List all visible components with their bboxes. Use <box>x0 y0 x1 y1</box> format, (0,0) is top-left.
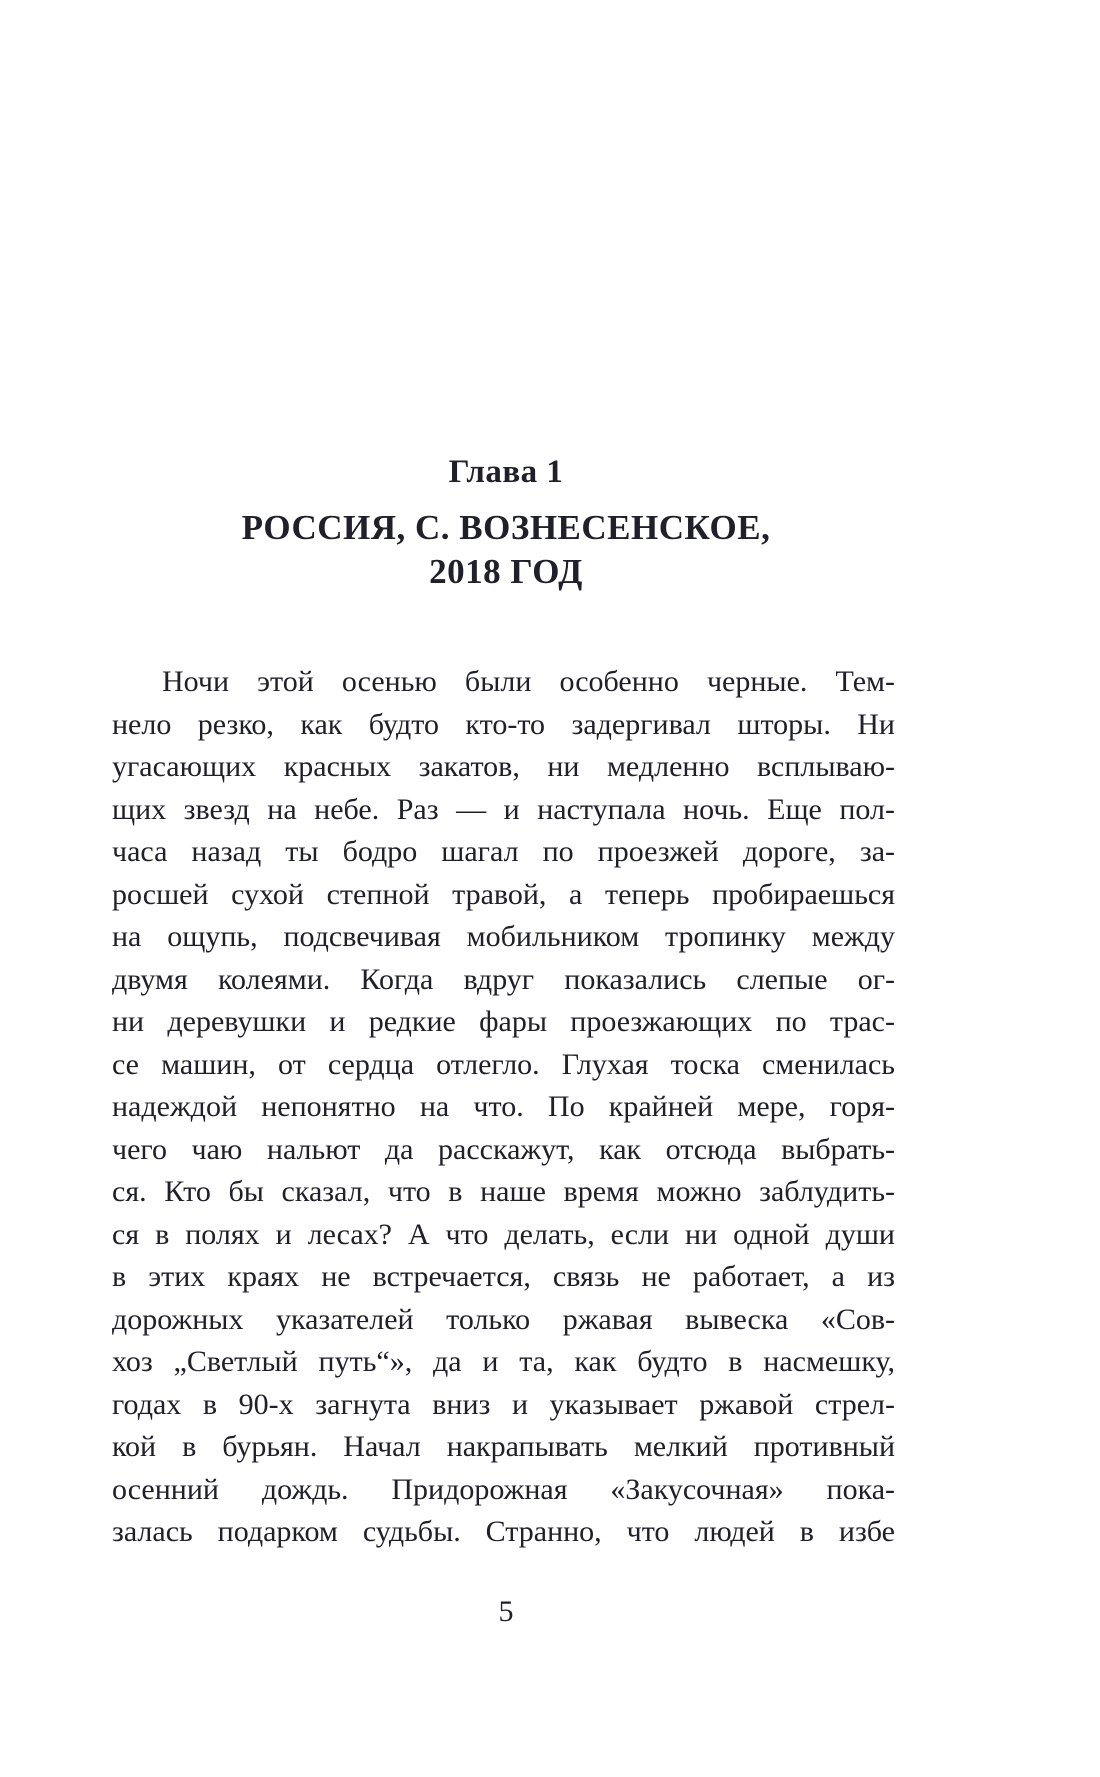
chapter-title-line-2: 2018 ГОД <box>429 552 583 591</box>
body-line: росшей сухой степной травой, а теперь пробираешься <box>112 877 895 911</box>
body-line: чего чаю нальют да расскажут, как отсюда выбрать- <box>112 1132 895 1166</box>
body-line: ся. Кто бы сказал, что в наше время можно заблудить- <box>112 1175 895 1208</box>
body-line: кой в бурьян. Начал накрапывать мелкий противный <box>112 1430 895 1463</box>
body-line: двумя колеями. Когда вдруг показались слепые ог- <box>112 962 895 996</box>
body-line: се машин, от сердца отлегло. Глухая тоска сменилась <box>112 1047 895 1081</box>
body-line: часа назад ты бодро шагал по проезжей дороге, за- <box>112 835 895 868</box>
body-line: в этих краях не встречается, связь не работает, а из <box>112 1260 895 1293</box>
page-number: 5 <box>498 1595 514 1628</box>
body-line: ся в полях и лесах? А что делать, если ни одной души <box>112 1217 895 1251</box>
body-line: Ночи этой осенью были особенно черные. Тем- <box>162 665 895 698</box>
body-line: ни деревушки и редкие фары проезжающих по трас- <box>112 1005 895 1038</box>
body-line: на ощупь, подсвечивая мобильником тропинку между <box>112 920 895 953</box>
body-line: осенний дождь. Придорожная «Закусочная» пока- <box>112 1472 895 1506</box>
body-line: щих звезд на небе. Раз — и наступала ночь. Еще пол- <box>112 792 895 826</box>
body-line: дорожных указателей только ржавая вывеска «Сов- <box>112 1302 895 1336</box>
chapter-title-line-1: РОССИЯ, С. ВОЗНЕСЕНСКОЕ, <box>241 508 771 547</box>
chapter-title <box>112 506 900 594</box>
body-line: залась подарком судьбы. Странно, что людей в избе <box>112 1515 895 1548</box>
body-line: нело резко, как будто кто-то задергивал шторы. Ни <box>112 707 895 741</box>
chapter-heading: Глава 1 <box>448 454 564 490</box>
body-line: угасающих красных закатов, ни медленно всплываю- <box>112 750 895 783</box>
body-line: надеждой непонятно на что. По крайней мере, горя- <box>112 1090 895 1123</box>
body-paragraph <box>112 661 895 1554</box>
body-line: хоз „Светлый путь“», да и та, как будто в насмешку, <box>112 1345 895 1378</box>
body-line: годах в 90-х загнута вниз и указывает ржавой стрел- <box>112 1387 895 1421</box>
